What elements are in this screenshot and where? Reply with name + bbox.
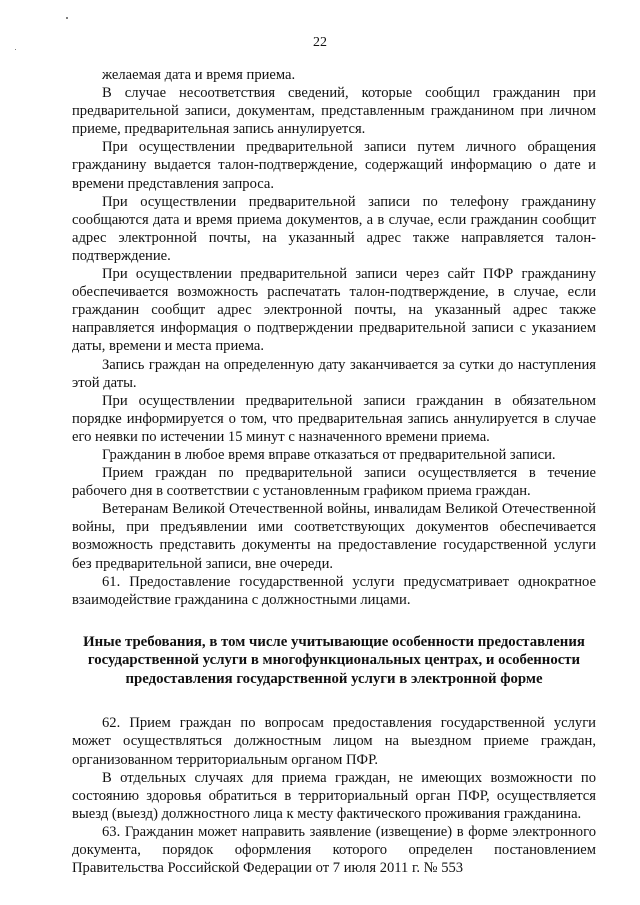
paragraph: При осуществлении предварительной записи гражданин в обязательном порядке информируется о том, что предварительная запись аннулируется в случае его неявки по истечении 15 минут с назначенного времени приема. xyxy=(72,392,596,445)
paragraph: Ветеранам Великой Отечественной войны, инвалидам Великой Отечественной войны, при предъявлении ими соответствующих документов обеспечивается возможность представить документы на предоставление государственной услуги без предварительной записи, вне очереди. xyxy=(72,501,596,572)
paragraphs-before-heading xyxy=(72,66,596,609)
paragraph: В случае несоответствия сведений, которые сообщил гражданин при предварительной записи, документам, представленным гражданином при личном приеме, предварительная запись аннулируется. xyxy=(72,85,596,138)
paragraph: желаемая дата и время приема. xyxy=(102,67,296,83)
paragraph: При осуществлении предварительной записи по телефону гражданину сообщаются дата и время приема документов, а в случае, если гражданин сообщит адрес электронной почты, на указанный адрес также направляется талон-подтверждение. xyxy=(72,193,596,264)
paragraph: При осуществлении предварительной записи через сайт ПФР гражданину обеспечивается возможность распечатать талон-подтверждение, в случае, если гражданин сообщит адрес электронной почты, на указанный адрес также направляется информация о подтверждении предварительной записи с указанием даты, времени и места приема. xyxy=(72,266,596,355)
paragraph: Прием граждан по предварительной записи осуществляется в течение рабочего дня в соответствии с установленным графиком приема граждан. xyxy=(72,465,596,500)
scan-speck xyxy=(66,17,68,19)
paragraph: 61. Предоставление государственной услуги предусматривает однократное взаимодействие гражданина с должностными лицами. xyxy=(72,573,596,608)
document-body xyxy=(72,66,596,877)
section-heading: Иные требования, в том числе учитывающие особенности предоставления государственной услуги в многофункциональных центрах, и особенности предоставления государственной услуги в электронной форме xyxy=(83,633,585,687)
paragraph: При осуществлении предварительной записи путем личного обращения гражданину выдается талон-подтверждение, содержащий информацию о дате и времени представления запроса. xyxy=(72,139,596,192)
paragraph: Запись граждан на определенную дату заканчивается за сутки до наступления этой даты. xyxy=(72,356,596,391)
page-number: 22 xyxy=(313,35,327,50)
paragraph: 63. Гражданин может направить заявление (извещение) в форме электронного документа, порядок оформления которого определен постановлением Правительства Российской Федерации от 7 июля 2011 г. № 553 xyxy=(72,823,596,877)
paragraph: В отдельных случаях для приема граждан, не имеющих возможности по состоянию здоровья обратиться в территориальный орган ПФР, осуществляется выезд (выезд) должностного лица к месту фактического проживания гражданина. xyxy=(72,769,596,822)
paragraphs-after-heading xyxy=(72,714,596,877)
paragraph: Гражданин в любое время вправе отказаться от предварительной записи. xyxy=(102,446,556,463)
paragraph: 62. Прием граждан по вопросам предоставления государственной услуги может осуществляться должностным лицом на выездном приеме граждан, организованном территориальным органом ПФР. xyxy=(72,715,596,768)
